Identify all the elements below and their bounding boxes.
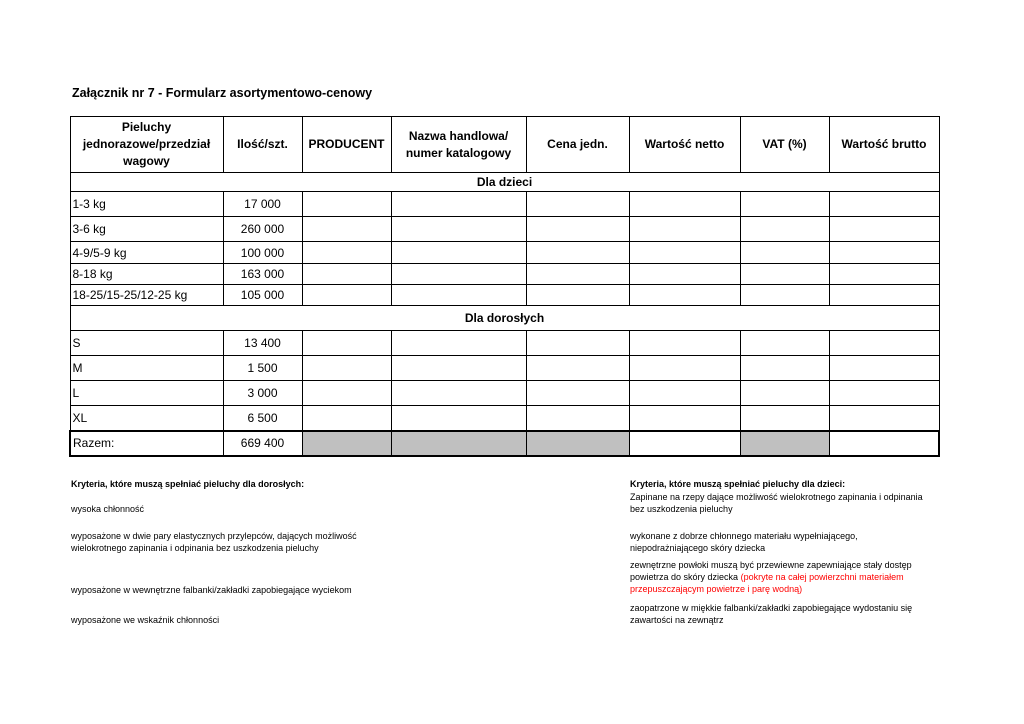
row-quantity: 3 000 [223, 381, 302, 406]
cell-unit-price[interactable] [526, 192, 629, 217]
cell-net-value[interactable] [629, 217, 740, 242]
table-row [70, 356, 939, 381]
cell-net-value[interactable] [629, 192, 740, 217]
cell-unit-price[interactable] [526, 217, 629, 242]
row-quantity: 163 000 [223, 264, 302, 285]
children-criteria-item: zaopatrzone w miękkie falbanki/zakładki zapobiegające wydostaniu się zawartości na zewnątrz [630, 603, 913, 625]
cell-gross-value[interactable] [829, 331, 939, 356]
cell-net-value[interactable] [629, 356, 740, 381]
adult-criteria-heading: Kryteria, które muszą spełniać pieluchy dla dorosłych: [71, 479, 305, 489]
children-criteria-item [630, 559, 942, 595]
header-vat: VAT (%) [740, 117, 829, 173]
row-size: S [70, 331, 223, 356]
row-quantity: 17 000 [223, 192, 302, 217]
table-row [70, 285, 939, 306]
cell-gross-value[interactable] [829, 242, 939, 264]
total-gross-value-cell[interactable] [829, 431, 939, 456]
total-label: Razem: [70, 431, 223, 456]
cell-trade-name[interactable] [391, 217, 526, 242]
header-quantity: Ilość/szt. [223, 117, 302, 173]
cell-trade-name[interactable] [391, 331, 526, 356]
cell-producer[interactable] [302, 406, 391, 431]
cell-gross-value[interactable] [829, 217, 939, 242]
header-gross-value: Wartość brutto [829, 117, 939, 173]
cell-producer[interactable] [302, 331, 391, 356]
cell-producer[interactable] [302, 217, 391, 242]
cell-gross-value[interactable] [829, 264, 939, 285]
cell-producer[interactable] [302, 381, 391, 406]
row-quantity: 260 000 [223, 217, 302, 242]
cell-unit-price[interactable] [526, 406, 629, 431]
cell-trade-name[interactable] [391, 192, 526, 217]
cell-vat[interactable] [740, 331, 829, 356]
table-row [70, 242, 939, 264]
total-vat-cell [740, 431, 829, 456]
cell-net-value[interactable] [629, 331, 740, 356]
adult-criteria-item: wyposażone w wewnętrzne falbanki/zakładki zapobiegające wyciekom [71, 585, 352, 595]
adult-criteria-item: wyposażone w dwie pary elastycznych przylepców, dających możliwość wielokrotnego zapinania i odpinania bez uszkodzenia pieluchy [71, 531, 357, 553]
section-adults-row [70, 306, 939, 331]
cell-vat[interactable] [740, 192, 829, 217]
row-weight: 1-3 kg [70, 192, 223, 217]
cell-vat[interactable] [740, 264, 829, 285]
cell-unit-price[interactable] [526, 264, 629, 285]
cell-vat[interactable] [740, 217, 829, 242]
cell-trade-name[interactable] [391, 406, 526, 431]
row-quantity: 100 000 [223, 242, 302, 264]
children-criteria-item3-red-text: (pokryte na całej powierzchni materiałem przepuszczającym powietrze i parę wodną) [630, 572, 904, 594]
row-quantity: 1 500 [223, 356, 302, 381]
cell-producer[interactable] [302, 242, 391, 264]
row-quantity: 105 000 [223, 285, 302, 306]
cell-trade-name[interactable] [391, 264, 526, 285]
page-title: Załącznik nr 7 - Formularz asortymentowo-cenowy [72, 86, 373, 100]
header-unit-price: Cena jedn. [526, 117, 629, 173]
header-trade-name: Nazwa handlowa/ numer katalogowy [391, 117, 526, 173]
row-weight: 3-6 kg [70, 217, 223, 242]
cell-vat[interactable] [740, 356, 829, 381]
row-size: M [70, 356, 223, 381]
table-row [70, 406, 939, 431]
cell-unit-price[interactable] [526, 331, 629, 356]
cell-gross-value[interactable] [829, 192, 939, 217]
section-children-row [70, 173, 939, 192]
cell-vat[interactable] [740, 242, 829, 264]
cell-unit-price[interactable] [526, 381, 629, 406]
adult-criteria-item: wysoka chłonność [71, 504, 145, 514]
cell-producer[interactable] [302, 285, 391, 306]
cell-net-value[interactable] [629, 242, 740, 264]
cell-trade-name[interactable] [391, 381, 526, 406]
cell-vat[interactable] [740, 285, 829, 306]
children-criteria-item: wykonane z dobrze chłonnego materiału wypełniającego, niepodrażniającego skóry dziecka [630, 531, 858, 553]
cell-net-value[interactable] [629, 264, 740, 285]
table-row [70, 217, 939, 242]
cell-net-value[interactable] [629, 285, 740, 306]
cell-gross-value[interactable] [829, 285, 939, 306]
cell-producer[interactable] [302, 264, 391, 285]
total-quantity: 669 400 [223, 431, 302, 456]
cell-vat[interactable] [740, 381, 829, 406]
header-net-value: Wartość netto [629, 117, 740, 173]
row-weight: 4-9/5-9 kg [70, 242, 223, 264]
cell-trade-name[interactable] [391, 242, 526, 264]
row-weight: 8-18 kg [70, 264, 223, 285]
section-children-label: Dla dzieci [70, 173, 939, 192]
cell-net-value[interactable] [629, 381, 740, 406]
children-criteria-item3-text: zewnętrzne powłoki muszą być przewiewne zapewniające stały dostęp powietrza do skóry dziecka [630, 560, 912, 582]
adult-criteria-item: wyposażone we wskaźnik chłonności [71, 615, 220, 625]
cell-net-value[interactable] [629, 406, 740, 431]
cell-unit-price[interactable] [526, 356, 629, 381]
cell-trade-name[interactable] [391, 356, 526, 381]
total-row [70, 431, 939, 456]
cell-vat[interactable] [740, 406, 829, 431]
row-quantity: 6 500 [223, 406, 302, 431]
table-row [70, 264, 939, 285]
header-producer: PRODUCENT [302, 117, 391, 173]
row-weight: 18-25/15-25/12-25 kg [70, 285, 223, 306]
children-criteria-item: Zapinane na rzepy dające możliwość wielokrotnego zapinania i odpinania bez uszkodzenia pieluchy [630, 492, 923, 514]
total-producer-cell [302, 431, 391, 456]
row-size: L [70, 381, 223, 406]
cell-producer[interactable] [302, 192, 391, 217]
table-row [70, 192, 939, 217]
price-form-table [69, 116, 940, 457]
cell-producer[interactable] [302, 356, 391, 381]
table-row [70, 381, 939, 406]
cell-gross-value[interactable] [829, 406, 939, 431]
children-criteria-heading: Kryteria, które muszą spełniać pieluchy dla dzieci: [630, 479, 846, 489]
header-row [70, 117, 939, 173]
row-quantity: 13 400 [223, 331, 302, 356]
table-row [70, 331, 939, 356]
total-net-value-cell[interactable] [629, 431, 740, 456]
total-unit-price-cell [526, 431, 629, 456]
cell-unit-price[interactable] [526, 285, 629, 306]
cell-gross-value[interactable] [829, 381, 939, 406]
cell-trade-name[interactable] [391, 285, 526, 306]
header-product: Pieluchy jednorazowe/przedział wagowy [70, 117, 223, 173]
row-size: XL [70, 406, 223, 431]
total-trade-name-cell [391, 431, 526, 456]
section-adults-label: Dla dorosłych [70, 306, 939, 331]
cell-gross-value[interactable] [829, 356, 939, 381]
cell-unit-price[interactable] [526, 242, 629, 264]
